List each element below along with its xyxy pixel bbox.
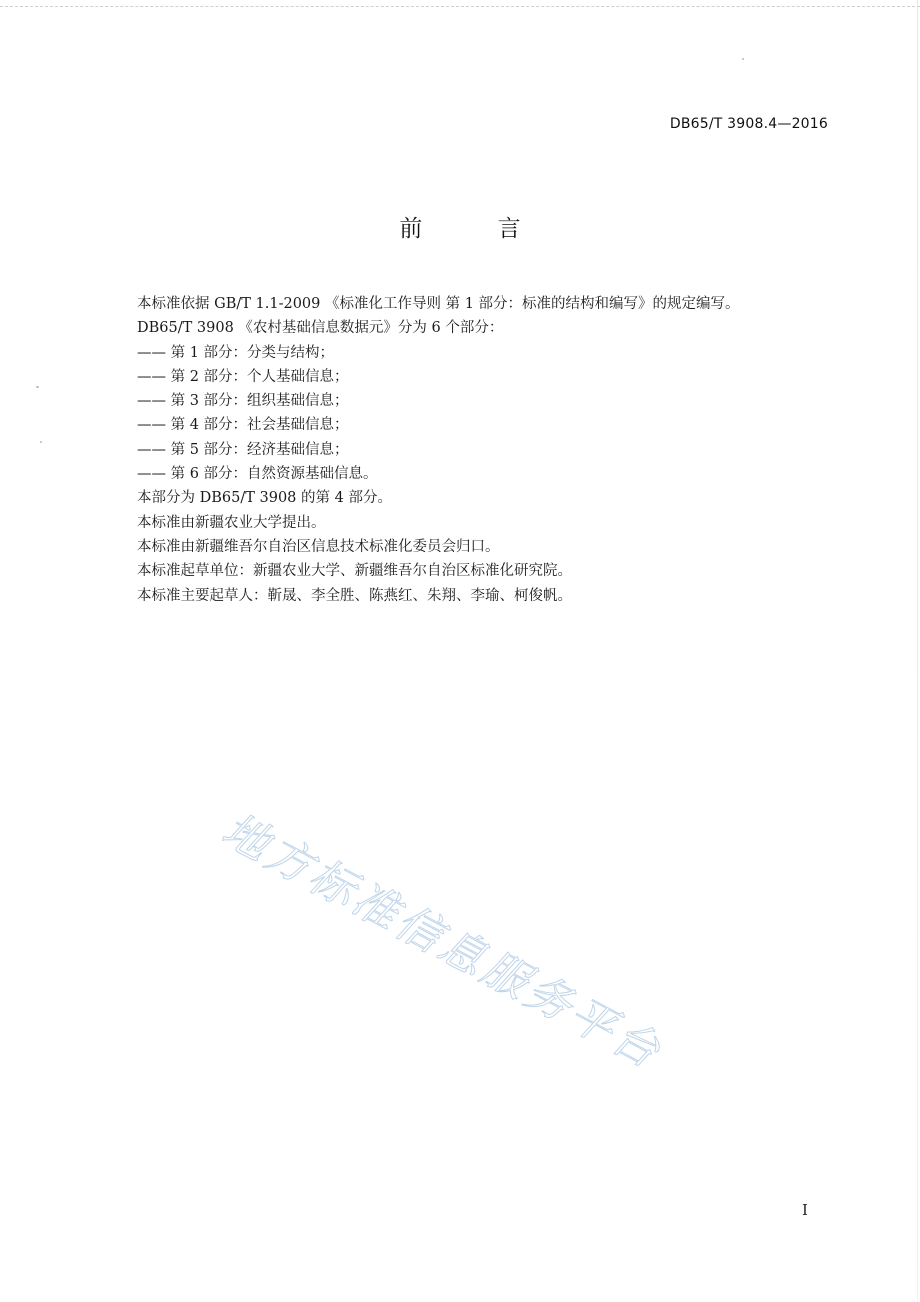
body-line: 本标准起草单位：新疆农业大学、新疆维吾尔自治区标准化研究院。 — [137, 563, 572, 580]
body-line: —— 第 6 部分：自然资源基础信息。 — [137, 466, 378, 483]
body-line: —— 第 1 部分：分类与结构； — [137, 344, 335, 361]
body-line: —— 第 5 部分：经济基础信息； — [137, 441, 349, 458]
body-line: —— 第 3 部分：组织基础信息； — [137, 393, 349, 410]
body-line: 本标准依据 GB/T 1.1-2009 《标准化工作导则 第 1 部分：标准的结构和编写》的规定编写。 — [137, 296, 740, 312]
body-line: 本标准由新疆农业大学提出。 — [137, 514, 326, 531]
scan-speck — [36, 386, 39, 388]
body-line: —— 第 2 部分：个人基础信息； — [137, 368, 349, 385]
body-line: —— 第 4 部分：社会基础信息； — [137, 417, 349, 434]
body-line: 本部分为 DB65/T 3908 的第 4 部分。 — [137, 490, 392, 507]
page-title: 前 言 — [399, 216, 555, 242]
foreword-body — [137, 292, 837, 608]
scan-speck — [742, 58, 744, 60]
scan-speck — [40, 441, 42, 443]
document-code: DB65/T 3908.4—2016 — [669, 116, 828, 132]
scan-edge-right — [917, 0, 918, 1302]
body-line: 本标准主要起草人：靳晟、李全胜、陈燕红、朱翔、李瑜、柯俊帆。 — [137, 587, 572, 604]
watermark-text: 地方标准信息服务平台 — [213, 802, 672, 1080]
body-line: DB65/T 3908 《农村基础信息数据元》分为 6 个部分： — [137, 320, 504, 337]
scan-edge-top — [0, 0, 920, 7]
page-number: I — [802, 1201, 808, 1219]
body-line: 本标准由新疆维吾尔自治区信息技术标准化委员会归口。 — [137, 538, 500, 555]
